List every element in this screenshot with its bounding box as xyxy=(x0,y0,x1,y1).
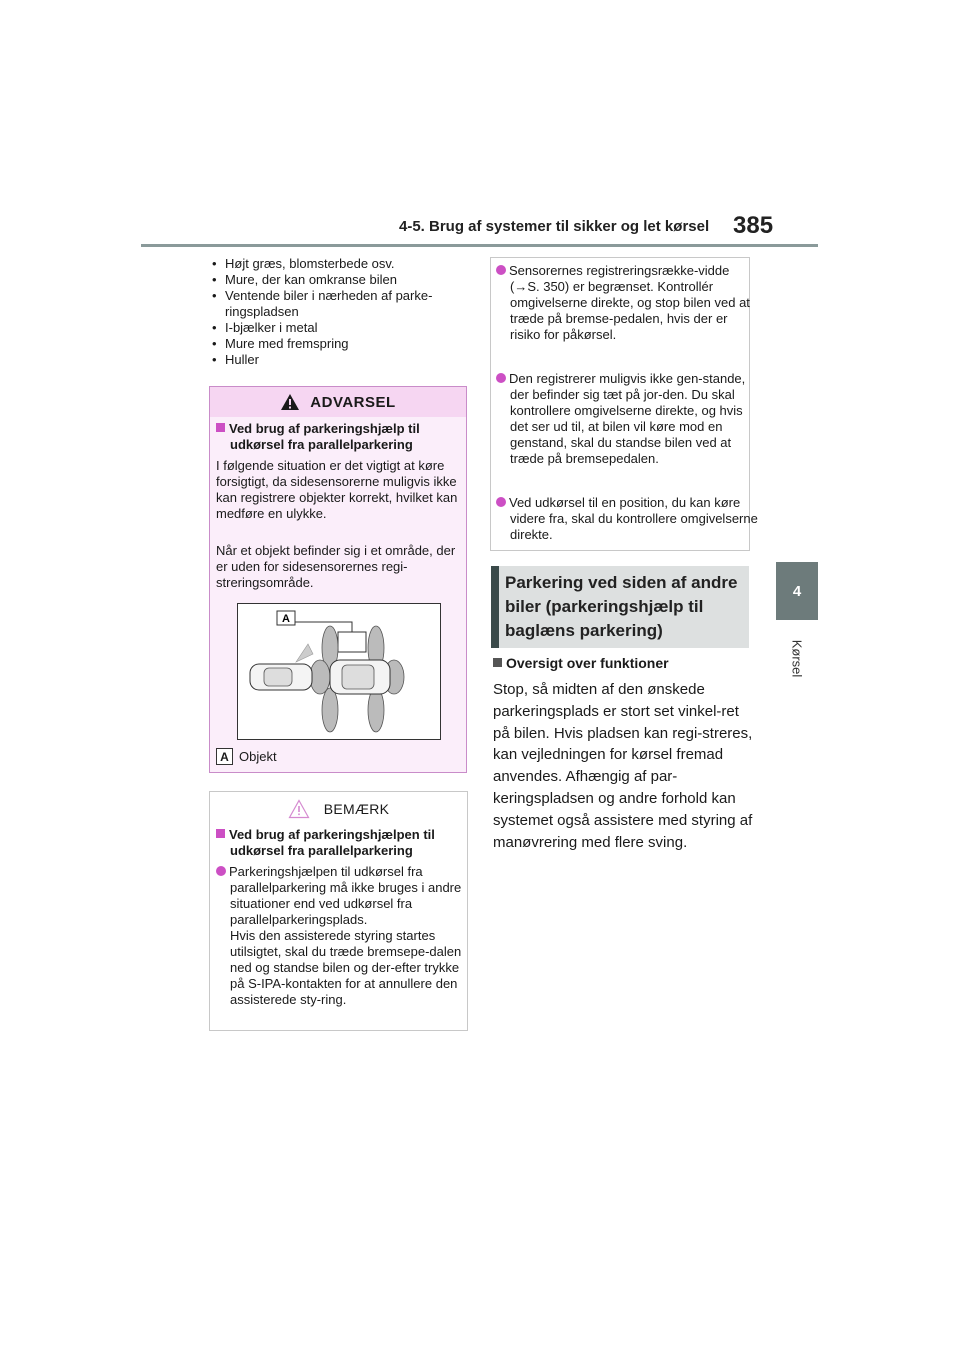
round-bullet-icon xyxy=(496,373,506,383)
subheading xyxy=(493,655,669,671)
caution-triangle-outline-icon xyxy=(288,799,310,819)
info-item-text: Sensorernes registreringsrække-vidde (→S. 350) er begrænset. Kontrollér omgivelserne direkte, og stop bilen ved at træde på bremse-pedalen, hvis der er risiko for påkørsel. xyxy=(509,263,750,342)
note-item-text: Parkeringshjælpen til udkørsel fra parallelparkering må ikke bruges i andre situationer end ved udkørsel fra parallelparkeringsplads. xyxy=(229,864,462,927)
info-item xyxy=(496,263,758,343)
note-header xyxy=(210,792,467,826)
warning-title: ADVARSEL xyxy=(310,393,396,411)
note-item-continued: Hvis den assisterede styring startes utilsigtet, skal du træde bremsepe-dalen ned og standse bilen og der-efter trykke på S-IPA-kontakten for at annullere den assisterede sty-ring. xyxy=(230,928,462,1007)
square-bullet-icon xyxy=(493,658,502,667)
square-bullet-icon xyxy=(216,829,225,838)
info-box xyxy=(490,257,758,551)
note-item xyxy=(216,864,476,928)
note-title: BEMÆRK xyxy=(323,801,390,817)
list-item: • Huller xyxy=(212,352,472,368)
round-bullet-icon xyxy=(216,866,226,876)
list-item: • Mure med fremspring xyxy=(212,336,472,352)
list-item: • I-bjælker i metal xyxy=(212,320,472,336)
section-heading-text: Parkering ved siden af andre biler (parkeringshjælp til baglæns parkering) xyxy=(505,573,738,640)
section-heading xyxy=(491,566,749,648)
legend-key: A xyxy=(216,748,233,765)
chapter-tab: 4 xyxy=(776,562,818,620)
section-heading-bar xyxy=(491,566,499,648)
legend-text: Objekt xyxy=(239,749,277,764)
info-item-text: Ved udkørsel til en position, du kan køre videre fra, skal du kontrollere omgivelserne direkte. xyxy=(509,495,758,542)
note-subheading xyxy=(216,827,476,859)
list-item: • Ventende biler i nærheden af parke-ringspladsen xyxy=(212,288,472,320)
page-number: 385 xyxy=(733,212,774,239)
round-bullet-icon xyxy=(496,497,506,507)
warning-subheading xyxy=(216,421,474,453)
info-item-text: Den registrerer muligvis ikke gen-stande, der befinder sig tæt på jor-den. Du skal kontrollere omgivelserne direkte, og hvis det ser ud til, at bilen vil køre mod en genstand, skal du standse bilen ved at træde på bremsepedalen. xyxy=(509,371,746,466)
info-item xyxy=(496,371,758,467)
chapter-label xyxy=(770,628,824,688)
chapter-label-text: Kørsel xyxy=(789,639,805,677)
warning-subheading-text: Ved brug af parkeringshjælp til udkørsel fra parallelparkering xyxy=(229,421,420,452)
note-subheading-text: Ved brug af parkeringshjælpen til udkørsel fra parallelparkering xyxy=(229,827,435,858)
warning-triangle-icon xyxy=(280,393,300,411)
bullet-list xyxy=(212,256,472,368)
diagram-callout: A xyxy=(282,613,290,625)
list-item: • Højt græs, blomsterbede osv. xyxy=(212,256,472,272)
parking-diagram xyxy=(237,603,441,740)
header-rule xyxy=(141,244,818,247)
subheading-text: Oversigt over funktioner xyxy=(506,655,669,671)
warning-paragraph: Når et objekt befinder sig i et område, der er uden for sidesensorernes regi-streringsområde. xyxy=(216,543,456,590)
warning-paragraph: I følgende situation er det vigtigt at køre forsigtigt, da sidesensorerne muligvis ikke kan registrere objekter korrekt, hvilket kan medføre en ulykke. xyxy=(216,458,458,521)
square-bullet-icon xyxy=(216,423,225,432)
list-item: • Mure, der kan omkranse bilen xyxy=(212,272,472,288)
section-header: 4-5. Brug af systemer til sikker og let kørsel xyxy=(399,218,710,235)
round-bullet-icon xyxy=(496,265,506,275)
parking-diagram-illustration xyxy=(238,604,440,739)
warning-header xyxy=(210,387,466,417)
note-box xyxy=(209,791,468,1031)
info-item xyxy=(496,495,758,543)
body-paragraph: Stop, så midten af den ønskede parkeringsplads er stort set vinkel-ret på bilen. Hvis pladsen kan regi-streres, kan vejledningen for kørsel fremad anvendes. Afhængig af par-keringspladsen og andre forhold kan systemet også assistere med styring af manøvrering med flere sving. xyxy=(493,681,753,851)
